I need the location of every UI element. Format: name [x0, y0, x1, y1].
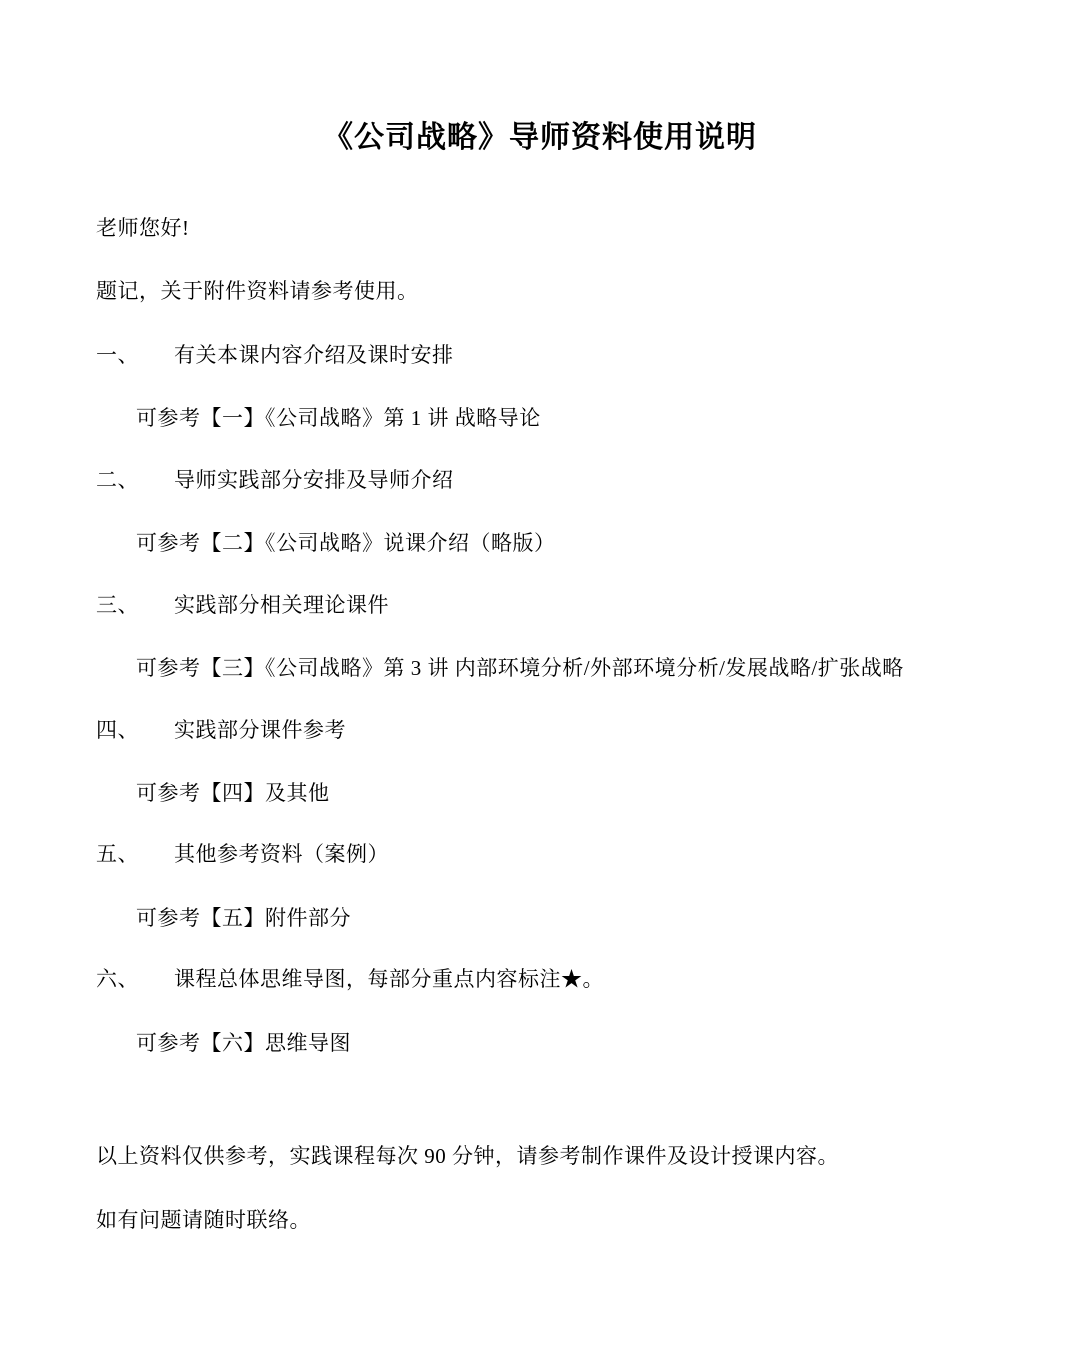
section-2-detail: 可参考【二】《公司战略》说课介绍（略版）	[136, 531, 556, 556]
section-3-number: 三、	[96, 592, 139, 617]
section-6-detail: 可参考【六】思维导图	[136, 1030, 351, 1055]
section-2-number: 二、	[96, 467, 139, 492]
section-6-number: 六、	[96, 967, 139, 992]
section-4-number: 四、	[96, 717, 139, 742]
section-4-heading	[96, 715, 984, 745]
section-3-heading-text: 实践部分相关理论课件	[174, 592, 389, 617]
page-title: 《公司战略》导师资料使用说明	[323, 121, 757, 154]
section-3-heading	[96, 590, 984, 620]
section-1-heading	[96, 340, 984, 370]
intro-line: 题记，关于附件资料请参考使用。	[96, 279, 419, 304]
section-2-heading	[96, 465, 984, 495]
closing-line-2: 如有问题请随时联络。	[96, 1207, 311, 1232]
section-1-detail: 可参考【一】《公司战略》第 1 讲 战略导论	[136, 406, 541, 431]
section-5-heading	[96, 839, 984, 869]
section-6-heading	[96, 964, 984, 994]
closing-line-1: 以上资料仅供参考，实践课程每次 90 分钟，请参考制作课件及设计授课内容。	[96, 1144, 839, 1169]
section-6-heading-text: 课程总体思维导图，每部分重点内容标注★。	[174, 967, 604, 992]
section-1-heading-text: 有关本课内容介绍及课时安排	[174, 342, 454, 367]
section-3-detail: 可参考【三】《公司战略》第 3 讲 内部环境分析/外部环境分析/发展战略/扩张战略	[136, 656, 904, 681]
section-1-number: 一、	[96, 342, 139, 367]
section-5-heading-text: 其他参考资料（案例）	[174, 842, 389, 867]
spacer	[96, 1089, 984, 1141]
section-4-heading-text: 实践部分课件参考	[174, 717, 346, 742]
section-4-detail: 可参考【四】及其他	[136, 780, 330, 805]
section-5-number: 五、	[96, 842, 139, 867]
greeting-line: 老师您好!	[96, 216, 190, 240]
section-2-heading-text: 导师实践部分安排及导师介绍	[174, 467, 454, 492]
section-5-detail: 可参考【五】附件部分	[136, 905, 351, 930]
document-body	[96, 213, 984, 1235]
